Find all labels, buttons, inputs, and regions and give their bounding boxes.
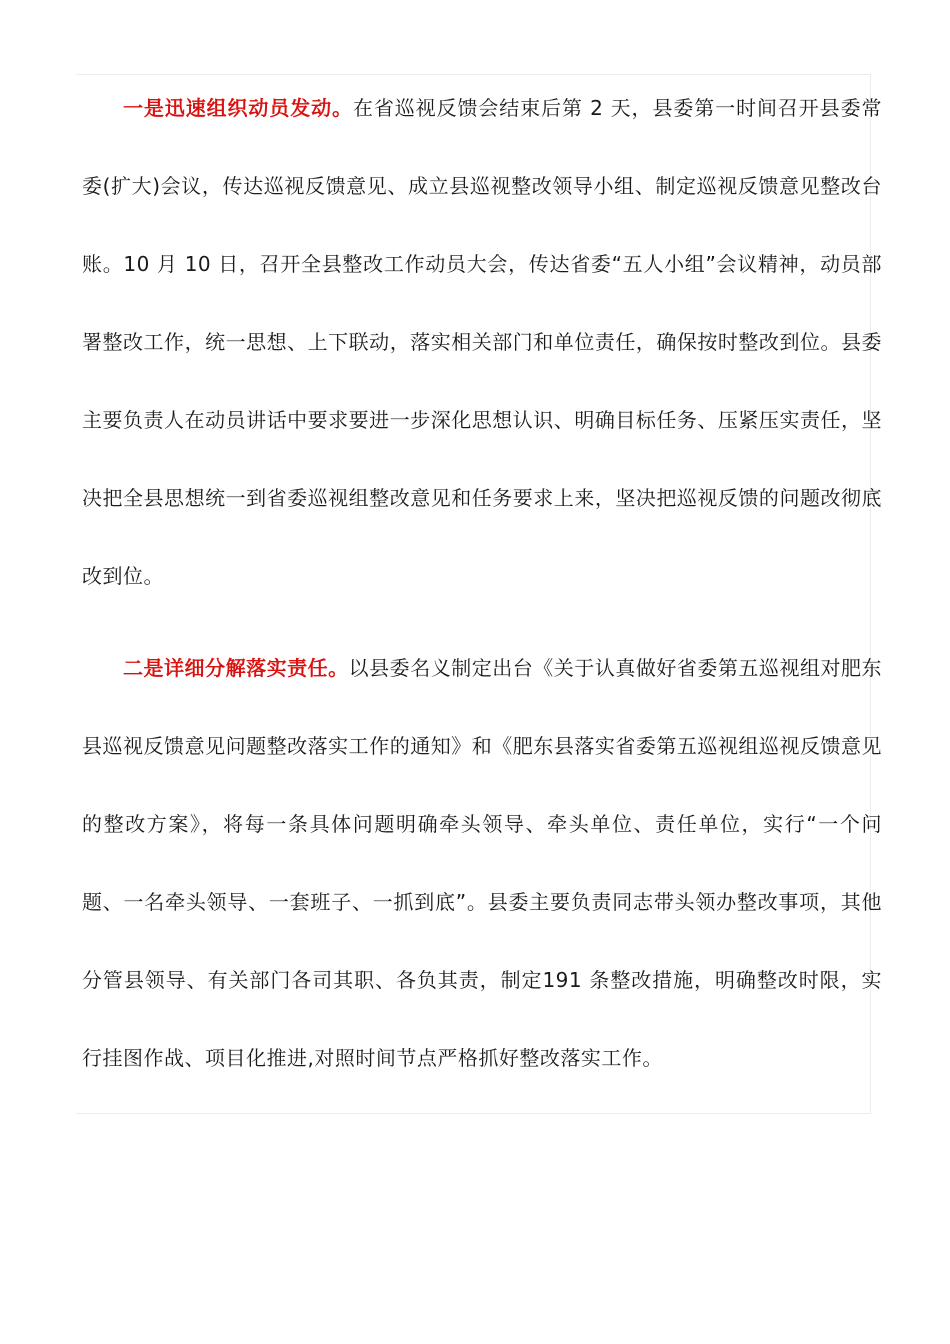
paragraph-2-body: 以县委名义制定出台《关于认真做好省委第五巡视组对肥东县巡视反馈意见问题整改落实工作的通知》和《肥东县落实省委第五巡视组巡视反馈意见的整改方案》，将每一条具体问题明确牵头领导、牵头单位、责任单位，实行“一个问题、一名牵头领导、一套班子、一抓到底”。县委主要负责同志带头领办整改事项，其他分管县领导、有关部门各司其职、各负其责，制定191 条整改措施，明确整改时限，实行挂图作战、项目化推进,对照时间节点严格抓好整改落实工作。	[82, 656, 883, 1070]
paragraph-2-lead: 二是详细分解落实责任。	[123, 656, 349, 680]
paragraph-1	[82, 69, 882, 615]
paragraph-2	[82, 629, 882, 1097]
paragraph-1-lead: 一是迅速组织动员发动。	[123, 96, 353, 120]
paragraph-1-body: 在省巡视反馈会结束后第 2 天，县委第一时间召开县委常委(扩大)会议，传达巡视反馈意见、成立县巡视整改领导小组、制定巡视反馈意见整改台账。10 月 10 日，召开全县整改工作动员大会，传达省委“五人小组”会议精神，动员部署整改工作，统一思想、上下联动，落实相关部门和单位责任，确保按时整改到位。县委主要负责人在动员讲话中要求要进一步深化思想认识、明确目标任务、压紧压实责任，坚决把全县思想统一到省委巡视组整改意见和任务要求上来，坚决把巡视反馈的问题改彻底改到位。	[82, 96, 882, 588]
